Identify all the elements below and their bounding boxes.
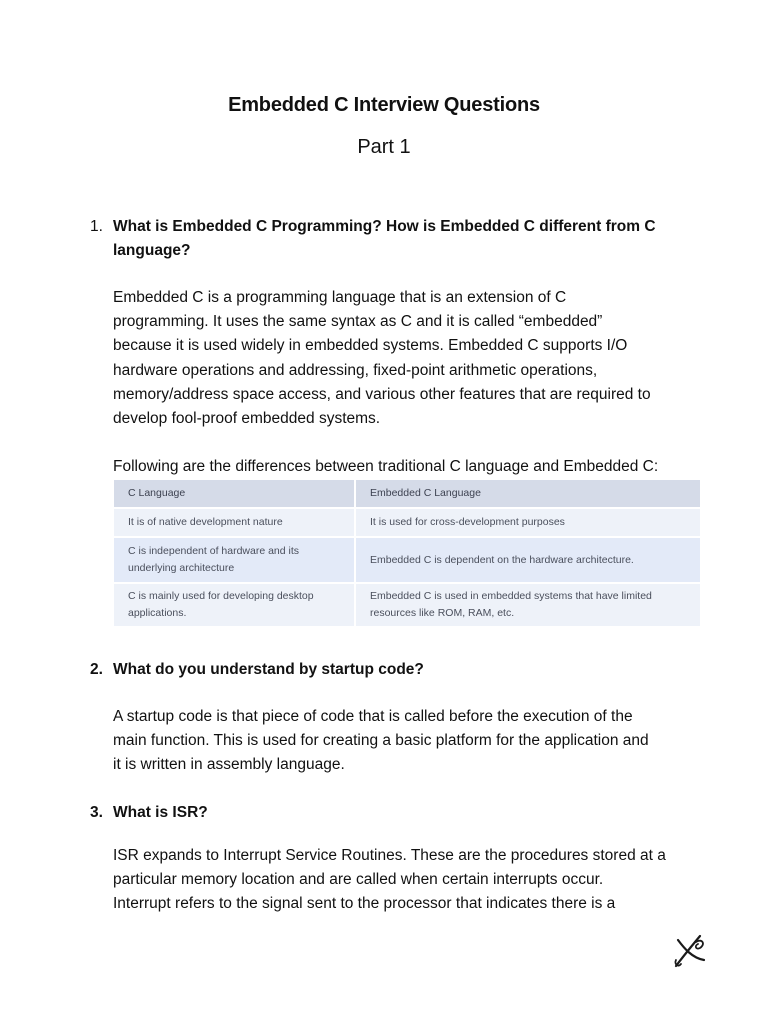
cell-line: underlying architecture [128, 562, 235, 574]
cell-line: C is independent of hardware and its [128, 545, 300, 557]
question-2-heading [113, 658, 673, 682]
document-subtitle: Part 1 [357, 136, 411, 158]
table-cell-c [114, 584, 354, 628]
cell-line: C is mainly used for developing desktop [128, 590, 314, 602]
document-title: Embedded C Interview Questions [228, 94, 540, 116]
answer-line: main function. This is used for creating a basic platform for the application and [113, 732, 649, 750]
cell-line: resources like ROM, RAM, etc. [370, 607, 515, 619]
table-header-embedded-c-language: Embedded C Language [354, 480, 700, 509]
table-header-c-language: C Language [114, 480, 354, 509]
answer-line: ISR expands to Interrupt Service Routines. These are the procedures stored at a [113, 847, 666, 864]
answer-line: hardware operations and addressing, fixed-point arithmetic operations, [113, 361, 598, 379]
question-1-heading-line: language? [113, 242, 191, 259]
handwritten-signature-icon [672, 930, 708, 970]
question-1-heading [113, 215, 673, 263]
comparison-table [114, 480, 700, 628]
question-1-heading-line: What is Embedded C Programming? How is Embedded C different from C [113, 218, 656, 235]
cell-line: applications. [128, 607, 187, 619]
question-1-number: 1. [90, 218, 103, 235]
answer-line: it is written in assembly language. [113, 756, 345, 774]
table-row [114, 538, 700, 584]
answer-line: Interrupt refers to the signal sent to the processor that indicates there is a [113, 895, 616, 913]
answer-line: A startup code is that piece of code that is called before the execution of the [113, 708, 633, 725]
question-2-number: 2. [90, 661, 103, 678]
cell-line: It is of native development nature [128, 516, 283, 528]
cell-line: Embedded C is dependent on the hardware architecture. [370, 553, 634, 566]
table-intro [113, 455, 688, 479]
answer-line: programming. It uses the same syntax as C and it is called “embedded” [113, 313, 603, 331]
cell-line: Embedded C is used in embedded systems that have limited [370, 590, 652, 602]
answer-line: memory/address space access, and various other features that are required to [113, 385, 651, 403]
cell-line: It is used for cross-development purposes [370, 516, 565, 528]
table-intro-line: Following are the differences between traditional C language and Embedded C: [113, 458, 659, 475]
answer-line: particular memory location and are called when certain interrupts occur. [113, 871, 604, 889]
table-cell-c [114, 538, 354, 584]
question-3-heading [113, 801, 673, 825]
table-row [114, 509, 700, 538]
question-3-number: 3. [90, 804, 103, 821]
table-cell-embedded [354, 509, 700, 538]
question-3-heading-line: What is ISR? [113, 804, 208, 821]
answer-line: develop fool-proof embedded systems. [113, 410, 381, 428]
table-header-row [114, 480, 700, 509]
table-cell-embedded [354, 538, 700, 584]
table-cell-c [114, 509, 354, 538]
question-2-answer [113, 705, 688, 778]
table-row [114, 584, 700, 628]
answer-line: Embedded C is a programming language that is an extension of C [113, 289, 567, 306]
question-2-heading-line: What do you understand by startup code? [113, 661, 424, 678]
table-cell-embedded [354, 584, 700, 628]
question-1-answer [113, 286, 688, 431]
answer-line: because it is used widely in embedded systems. Embedded C supports I/O [113, 337, 628, 355]
question-3-answer [113, 844, 688, 917]
